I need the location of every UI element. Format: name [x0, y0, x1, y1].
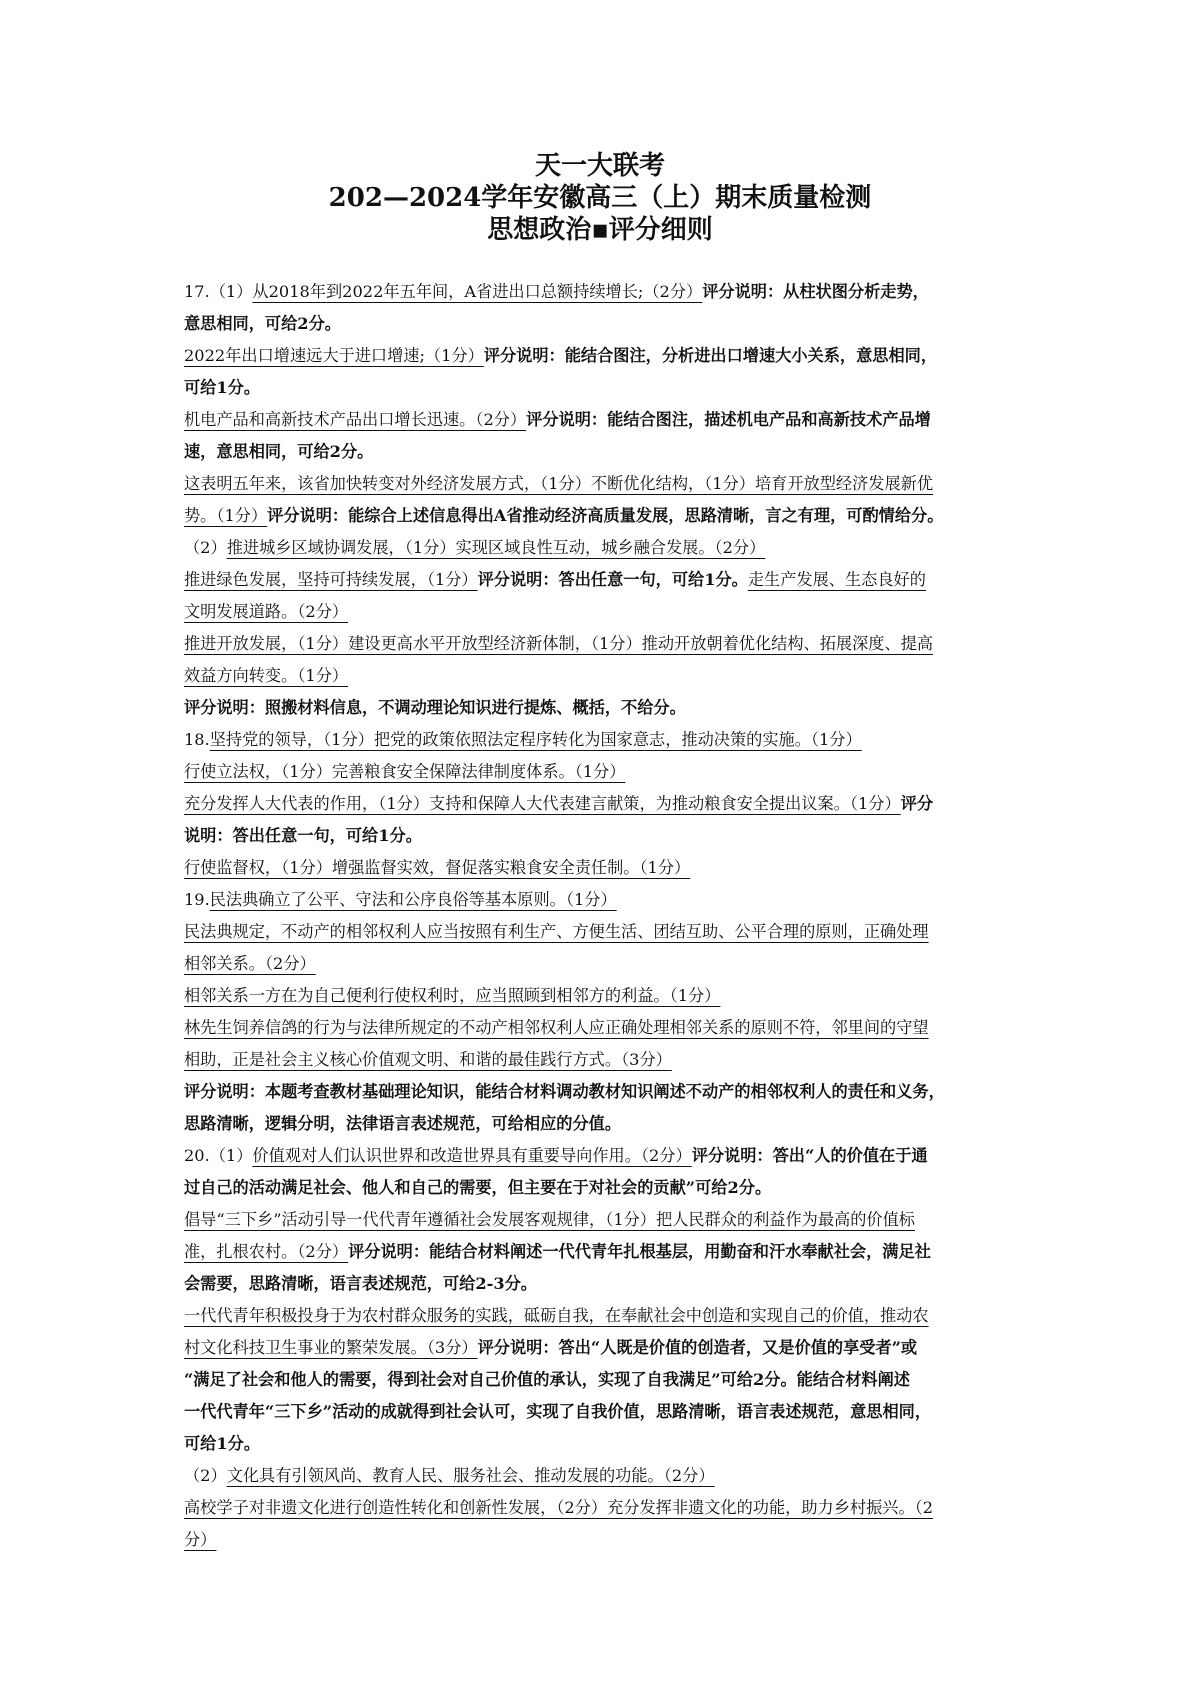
- rubric-line: [184, 788, 1029, 820]
- rubric-line: [184, 532, 1029, 564]
- answer-point: 势。（1分）: [184, 506, 268, 525]
- answer-point: 文化具有引领风尚、教育人民、服务社会、推动发展的功能。（2分）: [226, 1466, 715, 1485]
- rubric-line: [184, 1204, 1029, 1236]
- rubric-line: [184, 596, 1029, 628]
- scoring-note: 评分说明：能结合材料阐述一代代青年扎根基层，用勤奋和汗水奉献社会，满足社: [348, 1242, 931, 1261]
- answer-point: 文明发展道路。（2分）: [184, 602, 349, 621]
- answer-point: 民法典规定，不动产的相邻权利人应当按照有利生产、方便生活、团结互助、公平合理的原则，正确处理: [184, 922, 929, 941]
- rubric-line: [184, 468, 1029, 500]
- rubric-line: [184, 756, 1029, 788]
- exam-title: 天一大联考: [534, 151, 665, 181]
- scoring-note: 会需要，思路清晰，语言表述规范，可给2-3分。: [184, 1274, 537, 1293]
- question-number: （2）: [184, 1466, 227, 1485]
- answer-point: 效益方向转变。（1分）: [184, 666, 349, 685]
- rubric-line: [184, 1140, 1029, 1172]
- question-number: （2）: [184, 538, 227, 557]
- rubric-line: [184, 1524, 1029, 1556]
- rubric-line: [184, 1172, 1029, 1204]
- rubric-line: [184, 1236, 1029, 1268]
- scoring-note: 意思相同，可给2分。: [184, 314, 341, 333]
- rubric-line: [184, 980, 1029, 1012]
- answer-point: 充分发挥人大代表的作用，（1分）支持和保障人大代表建言献策，为推动粮食安全提出议案。（1分）: [184, 794, 901, 813]
- scoring-note: 评分说明：照搬材料信息，不调动理论知识进行提炼、概括，不给分。: [184, 698, 686, 717]
- scoring-note: 思路清晰，逻辑分明，法律语言表述规范，可给相应的分值。: [184, 1114, 622, 1133]
- question-number: 18.: [184, 730, 210, 749]
- answer-point: 分）: [184, 1530, 217, 1549]
- rubric-line: [184, 276, 1029, 308]
- rubric-line: [184, 820, 1029, 852]
- exam-subtitle: 202—2024学年安徽高三（上）期末质量检测: [328, 183, 872, 213]
- scoring-note: 评分说明：能结合图注，描述机电产品和高新技术产品增: [526, 410, 931, 429]
- rubric-line: [184, 692, 1029, 724]
- scoring-note: 评分: [900, 794, 934, 813]
- answer-point: 倡导“三下乡”活动引导一代代青年遵循社会发展客观规律，（1分）把人民群众的利益作为最高的价值标: [184, 1210, 915, 1229]
- rubric-line: [184, 372, 1029, 404]
- rubric-line: [184, 1076, 1029, 1108]
- answer-point: 行使立法权，（1分）完善粮食安全保障法律制度体系。（1分）: [184, 762, 626, 781]
- rubric-line: [184, 1492, 1029, 1524]
- scoring-rubric-body: [184, 276, 1029, 1556]
- question-number: 17.（1）: [184, 282, 253, 301]
- scoring-note: 可给1分。: [184, 378, 261, 397]
- scoring-note: 过自己的活动满足社会、他人和自己的需要，但主要在于对社会的贡献”可给2分。: [184, 1178, 772, 1197]
- scoring-note: 评分说明：能结合图注，分析进出口增速大小关系，意思相同，: [483, 346, 938, 365]
- rubric-line: [184, 1044, 1029, 1076]
- rubric-line: [184, 1300, 1029, 1332]
- scoring-note: 说明：答出任意一句，可给1分。: [184, 826, 422, 845]
- rubric-line: [184, 1108, 1029, 1140]
- answer-point: 相邻关系。（2分）: [184, 954, 316, 973]
- answer-point: 这表明五年来，该省加快转变对外经济发展方式，（1分）不断优化结构，（1分）培育开放型经济发展新优: [184, 474, 934, 493]
- rubric-line: [184, 948, 1029, 980]
- scoring-note: 可给1分。: [184, 1434, 261, 1453]
- rubric-line: [184, 916, 1029, 948]
- rubric-line: [184, 660, 1029, 692]
- answer-point: 高校学子对非遗文化进行创造性转化和创新性发展，（2分）充分发挥非遗文化的功能，助力乡村振兴。（2: [184, 1498, 934, 1517]
- scoring-note: 评分说明：答出“人的价值在于通: [691, 1146, 928, 1165]
- scoring-note: 评分说明：本题考查教材基础理论知识，能结合材料调动教材知识阐述不动产的相邻权利人的责任和义务，: [184, 1082, 945, 1101]
- document-title: 思想政治▪评分细则: [487, 215, 713, 245]
- answer-point: 推进城乡区域协调发展，（1分）实现区域良性互动，城乡融合发展。（2分）: [226, 538, 766, 557]
- answer-point: 2022年出口增速远大于进口增速;（1分）: [184, 346, 484, 365]
- rubric-line: [184, 852, 1029, 884]
- answer-point: 相邻关系一方在为自己便利行使权利时，应当照顾到相邻方的利益。（1分）: [184, 986, 721, 1005]
- rubric-line: [184, 1332, 1029, 1364]
- answer-point: 林先生饲养信鸽的行为与法律所规定的不动产相邻权利人应正确处理相邻关系的原则不符，邻里间的守望: [184, 1018, 929, 1037]
- scoring-note: 评分说明：从柱状图分析走势，: [702, 282, 929, 301]
- rubric-line: [184, 1460, 1029, 1492]
- scoring-note: 速，意思相同，可给2分。: [184, 442, 374, 461]
- question-number: 19.: [184, 890, 210, 909]
- answer-point: 推进绿色发展，坚持可持续发展，（1分）: [184, 570, 478, 589]
- answer-point: 推进开放发展，（1分）建设更高水平开放型经济新体制，（1分）推动开放朝着优化结构、拓展深度、提高: [184, 634, 934, 653]
- rubric-line: [184, 404, 1029, 436]
- answer-point: 民法典确立了公平、守法和公序良俗等基本原则。（1分）: [209, 890, 617, 909]
- rubric-line: [184, 564, 1029, 596]
- rubric-line: [184, 340, 1029, 372]
- answer-point: 从2018年到2022年五年间，A省进出口总额持续增长;（2分）: [252, 282, 703, 301]
- rubric-line: [184, 500, 1029, 532]
- rubric-line: [184, 724, 1029, 756]
- answer-point: 村文化科技卫生事业的繁荣发展。（3分）: [184, 1338, 478, 1357]
- rubric-line: [184, 1012, 1029, 1044]
- rubric-line: [184, 1396, 1029, 1428]
- rubric-line: [184, 1364, 1029, 1396]
- scoring-note: 评分说明：能综合上述信息得出A省推动经济高质量发展，思路清晰，言之有理，可酌情给分。: [267, 506, 944, 525]
- scoring-note: 评分说明：答出任意一句，可给1分。: [477, 570, 748, 589]
- rubric-line: [184, 1428, 1029, 1460]
- rubric-line: [184, 628, 1029, 660]
- answer-point: 坚持党的领导，（1分）把党的政策依照法定程序转化为国家意志，推动决策的实施。（1分）: [209, 730, 862, 749]
- question-number: 20.（1）: [184, 1146, 253, 1165]
- rubric-line: [184, 436, 1029, 468]
- rubric-line: [184, 884, 1029, 916]
- answer-point: 价值观对人们认识世界和改造世界具有重要导向作用。（2分）: [252, 1146, 692, 1165]
- answer-point: 机电产品和高新技术产品出口增长迅速。（2分）: [184, 410, 527, 429]
- scoring-note: 评分说明：答出“人既是价值的创造者，又是价值的享受者”或: [477, 1338, 918, 1357]
- answer-point: 走生产发展、生态良好的: [747, 570, 926, 589]
- answer-point: 相助，正是社会主义核心价值观文明、和谐的最佳践行方式。（3分）: [184, 1050, 672, 1069]
- answer-point: 一代代青年积极投身于为农村群众服务的实践，砥砺自我，在奉献社会中创造和实现自己的价值，推动农: [184, 1306, 929, 1325]
- answer-point: 准，扎根农村。（2分）: [184, 1242, 349, 1261]
- rubric-line: [184, 308, 1029, 340]
- rubric-line: [184, 1268, 1029, 1300]
- scoring-note: 一代代青年“三下乡”活动的成就得到社会认可，实现了自我价值，思路清晰，语言表述规范，意思相同，: [184, 1402, 932, 1421]
- scoring-note: “满足了社会和他人的需要，得到社会对自己价值的承认，实现了自我满足”可给2分。能结合材料阐述: [184, 1370, 910, 1389]
- answer-point: 行使监督权，（1分）增强监督实效，督促落实粮食安全责任制。（1分）: [184, 858, 691, 877]
